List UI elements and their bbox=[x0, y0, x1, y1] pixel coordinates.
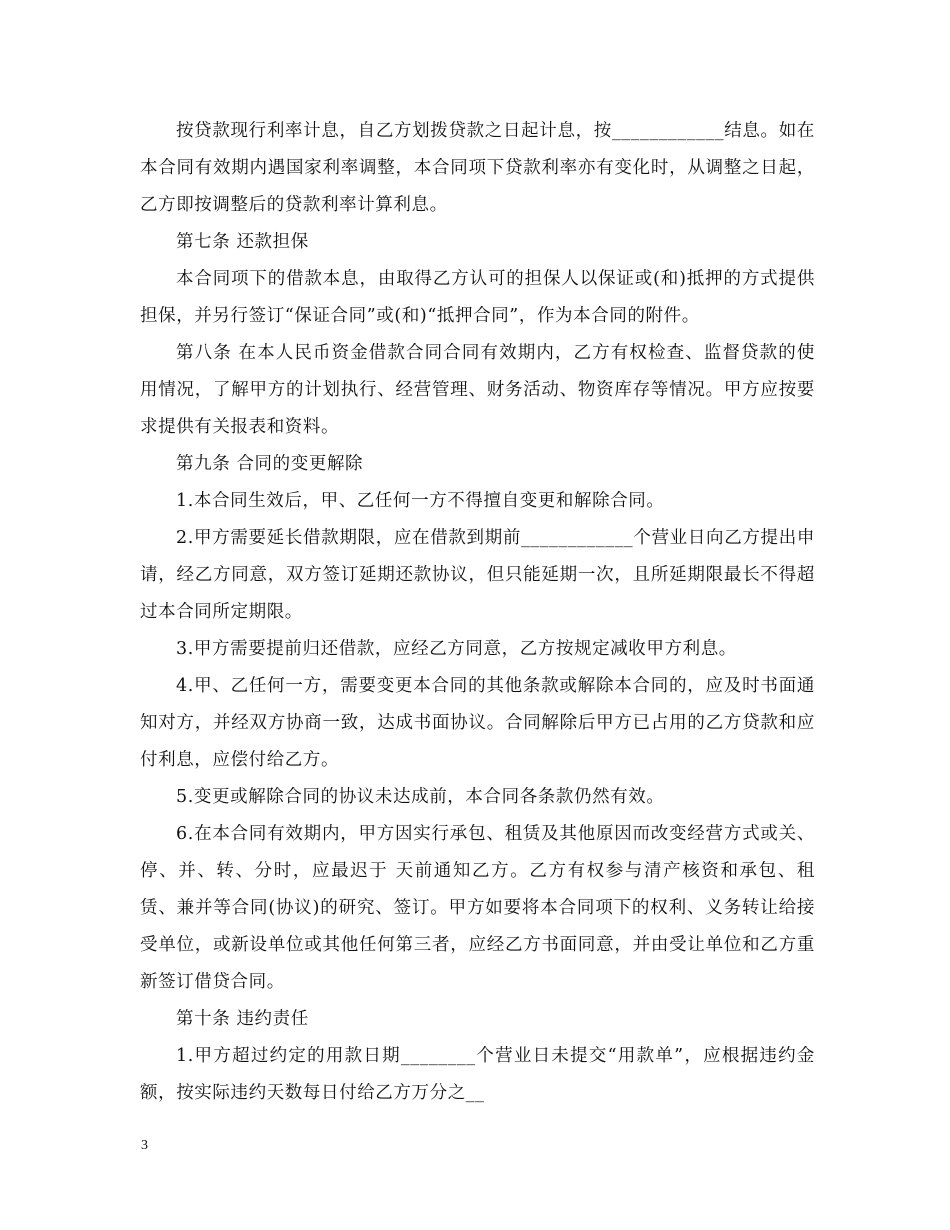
heading-article-7: 第七条 还款担保 bbox=[176, 232, 309, 252]
heading-article-10: 第十条 违约责任 bbox=[176, 1009, 309, 1029]
clause-9-1: 1.本合同生效后，甲、乙任何一方不得擅自变更和解除合同。 bbox=[176, 491, 665, 511]
document-body bbox=[140, 113, 815, 1112]
paragraph-repayment-guarantee: 本合同项下的借款本息，由取得乙方认可的担保人以保证或(和)抵押的方式提供担保，并另行签订“保证合同”或(和)“抵押合同”，作为本合同的附件。 bbox=[140, 269, 815, 326]
clause-9-4: 4.甲、乙任何一方，需要变更本合同的其他条款或解除本合同的，应及时书面通知对方，并经双方协商一致，达成书面协议。合同解除后甲方已占用的乙方贷款和应付利息，应偿付给乙方。 bbox=[140, 676, 815, 770]
clause-9-5: 5.变更或解除合同的协议未达成前，本合同各条款仍然有效。 bbox=[176, 787, 665, 807]
clause-10-1: 1.甲方超过约定的用款日期________个营业日未提交“用款单”，应根据违约金额，按实际违约天数每日付给乙方万分之__ bbox=[140, 1046, 815, 1103]
page-number: 3 bbox=[141, 1138, 148, 1153]
clause-9-6: 6.在本合同有效期内，甲方因实行承包、租赁及其他原因而改变经营方式或关、停、并、转、分时，应最迟于 天前通知乙方。乙方有权参与清产核资和承包、租赁、兼并等合同(协议)的研究、签订。甲方如要将本合同项下的权利、义务转让给接受单位，或新设单位或其他任何第三者，应经乙方书面同意，并由受让单位和乙方重新签订借贷合同。 bbox=[140, 824, 815, 992]
paragraph-interest-calculation: 按贷款现行利率计息，自乙方划拨贷款之日起计息，按____________结息。如在本合同有效期内遇国家利率调整，本合同项下贷款利率亦有变化时，从调整之日起，乙方即按调整后的贷款利率计算利息。 bbox=[140, 121, 815, 215]
clause-9-3: 3.甲方需要提前归还借款，应经乙方同意，乙方按规定减收甲方利息。 bbox=[176, 639, 737, 659]
paragraph-article-8: 第八条 在本人民币资金借款合同合同有效期内，乙方有权检查、监督贷款的使用情况，了解甲方的计划执行、经营管理、财务活动、物资库存等情况。甲方应按要求提供有关报表和资料。 bbox=[140, 343, 815, 437]
heading-article-9: 第九条 合同的变更解除 bbox=[176, 454, 364, 474]
clause-9-2: 2.甲方需要延长借款期限，应在借款到期前____________个营业日向乙方提出申请，经乙方同意，双方签订延期还款协议，但只能延期一次，且所延期限最长不得超过本合同所定期限。 bbox=[140, 528, 815, 622]
